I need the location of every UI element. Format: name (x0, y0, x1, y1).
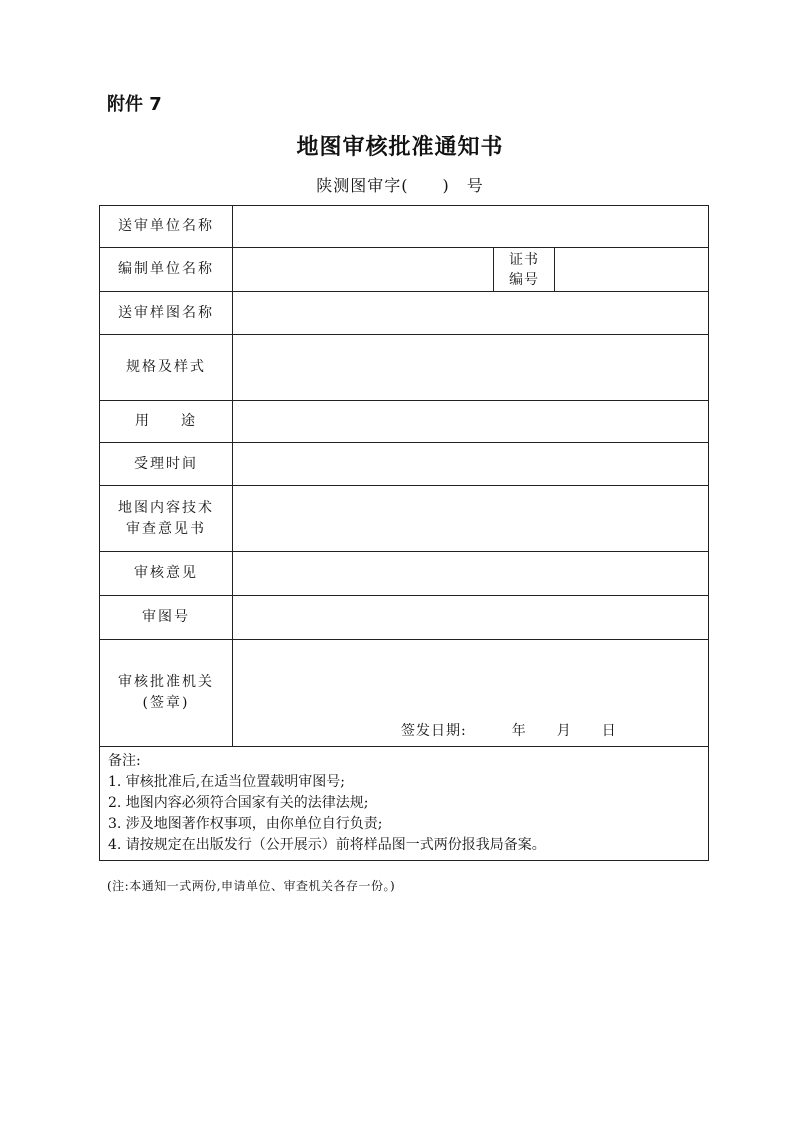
notes-heading: 备注: (108, 753, 141, 769)
submitter-unit-label: 送审单位名称 (100, 206, 233, 248)
row-map-review-number (100, 596, 709, 640)
notes-item: 2. 地图内容必须符合国家有关的法律法规; (108, 795, 369, 811)
review-opinion-field[interactable] (233, 552, 709, 596)
notes-box (100, 747, 709, 861)
accept-time-field[interactable] (233, 443, 709, 486)
accept-time-label: 受理时间 (100, 443, 233, 486)
document-number: 陕测图审字( ) 号 (316, 176, 484, 195)
notes-item: 1. 审核批准后,在适当位置载明审图号; (108, 774, 345, 790)
sample-map-name-label: 送审样图名称 (100, 292, 233, 335)
notes-item: 3. 涉及地图著作权事项，由你单位自行负责; (108, 816, 383, 832)
row-review-opinion (100, 552, 709, 596)
tech-review-label-line1: 地图内容技术 (118, 499, 214, 516)
document-title: 地图审核批准通知书 (296, 135, 504, 160)
footnote: (注:本通知一式两份,申请单位、审查机关各存一份。) (107, 879, 396, 893)
tech-review-field[interactable] (233, 486, 709, 552)
submitter-unit-field[interactable] (233, 206, 709, 248)
row-spec-style (100, 335, 709, 401)
sample-map-name-field[interactable] (233, 292, 709, 335)
use-label-part2: 途 (181, 413, 197, 429)
attachment-label: 附件 7 (107, 94, 162, 115)
row-tech-review (100, 486, 709, 552)
certificate-label-line1: 证书 (509, 251, 539, 268)
spec-style-field[interactable] (233, 335, 709, 401)
compiler-unit-field[interactable] (233, 248, 494, 292)
notes-item: 4. 请按规定在出版发行（公开展示）前将样品图一式两份报我局备案。 (108, 837, 546, 853)
row-submitter-unit (100, 206, 709, 248)
review-opinion-label: 审核意见 (100, 552, 233, 596)
row-notes (100, 747, 709, 861)
approval-form-table (99, 205, 709, 861)
approving-authority-label-line2: (签章) (142, 695, 190, 711)
issue-date-line: 签发日期: 年 月 日 (401, 723, 617, 739)
use-field[interactable] (233, 401, 709, 443)
row-use (100, 401, 709, 443)
map-review-number-label: 审图号 (100, 596, 233, 640)
certificate-label-line2: 编号 (509, 271, 539, 288)
use-label-part1: 用 (135, 413, 151, 429)
tech-review-label-line2: 审查意见书 (126, 520, 206, 537)
compiler-unit-label: 编制单位名称 (100, 248, 233, 292)
row-sample-map-name (100, 292, 709, 335)
row-accept-time (100, 443, 709, 486)
approving-authority-label-line1: 审核批准机关 (118, 674, 214, 690)
row-compiler-unit (100, 248, 709, 292)
spec-style-label: 规格及样式 (100, 335, 233, 401)
certificate-number-field[interactable] (555, 248, 709, 292)
approving-authority-label (100, 640, 233, 747)
use-label (100, 401, 233, 443)
certificate-number-label (494, 248, 555, 292)
tech-review-label (100, 486, 233, 552)
map-review-number-field[interactable] (233, 596, 709, 640)
